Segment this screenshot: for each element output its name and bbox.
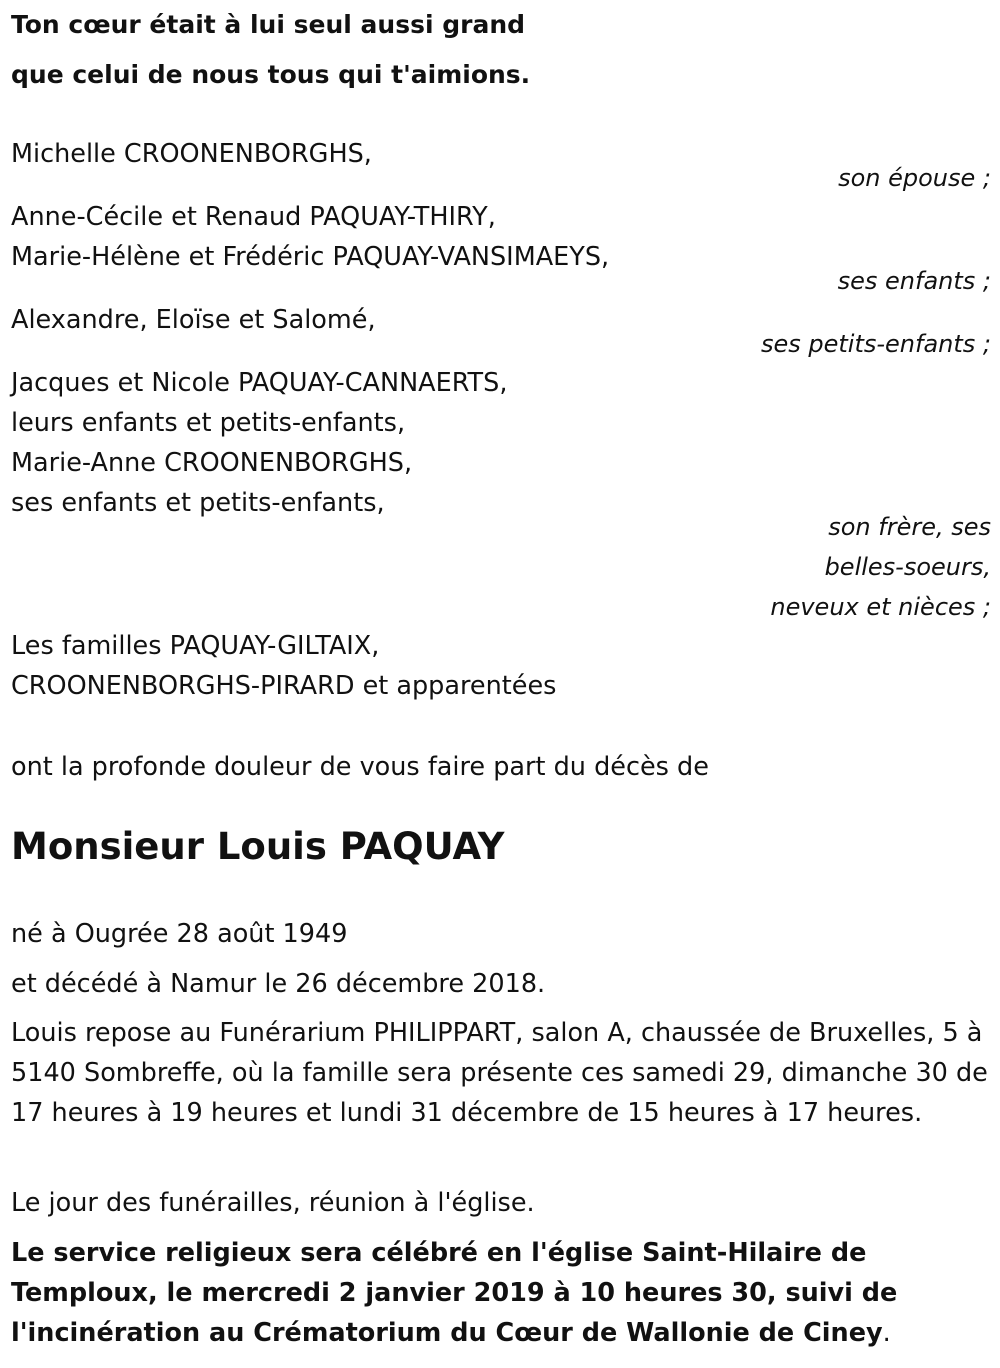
families-line: Les familles PAQUAY-GILTAIX, (11, 631, 380, 661)
motto-line-2: que celui de nous tous qui t'aimions. (11, 60, 531, 89)
service-paragraph (11, 1233, 991, 1353)
sibling-line: leurs enfants et petits-enfants, (11, 408, 406, 438)
grandchildren-role: ses petits-enfants ; (760, 330, 991, 358)
grandchildren-names: Alexandre, Eloïse et Salomé, (11, 305, 376, 335)
death-info: et décédé à Namur le 26 décembre 2018. (11, 969, 546, 999)
child-name: Marie-Hélène et Frédéric PAQUAY-VANSIMAEYS, (11, 242, 610, 272)
birth-info: né à Ougrée 28 août 1949 (11, 919, 348, 949)
siblings-role-line: neveux et nièces ; (770, 593, 991, 621)
meeting-paragraph: Le jour des funérailles, réunion à l'église. (11, 1188, 535, 1218)
motto-line-1: Ton cœur était à lui seul aussi grand (11, 10, 526, 39)
announcement-text: ont la profonde douleur de vous faire part du décès de (11, 752, 709, 782)
families-line: CROONENBORGHS-PIRARD et apparentées (11, 671, 557, 701)
spouse-name: Michelle CROONENBORGHS, (11, 139, 372, 169)
child-name: Anne-Cécile et Renaud PAQUAY-THIRY, (11, 202, 496, 232)
spouse-role: son épouse ; (838, 164, 991, 192)
sibling-line: Marie-Anne CROONENBORGHS, (11, 448, 413, 478)
service-end: . (882, 1318, 891, 1348)
sibling-line: ses enfants et petits-enfants, (11, 488, 385, 518)
siblings-role-line: son frère, ses (828, 513, 991, 541)
service-text: Le service religieux sera célébré en l'église Saint-Hilaire de Temploux, le mercredi 2 janvier 2019 à 10 heures 30, suivi de l'incinération au Crématorium du Cœur de Wallonie de Ciney (11, 1238, 898, 1348)
children-role: ses enfants ; (837, 267, 991, 295)
sibling-line: Jacques et Nicole PAQUAY-CANNAERTS, (11, 368, 508, 398)
deceased-name: Monsieur Louis PAQUAY (11, 825, 505, 868)
siblings-role-line: belles-soeurs, (824, 553, 991, 581)
visitation-paragraph: Louis repose au Funérarium PHILIPPART, salon A, chaussée de Bruxelles, 5 à 5140 Sombreffe, où la famille sera présente ces samedi 29, dimanche 30 de 17 heures à 19 heures et lundi 31 décembre de 15 heures à 17 heures. (11, 1018, 988, 1128)
